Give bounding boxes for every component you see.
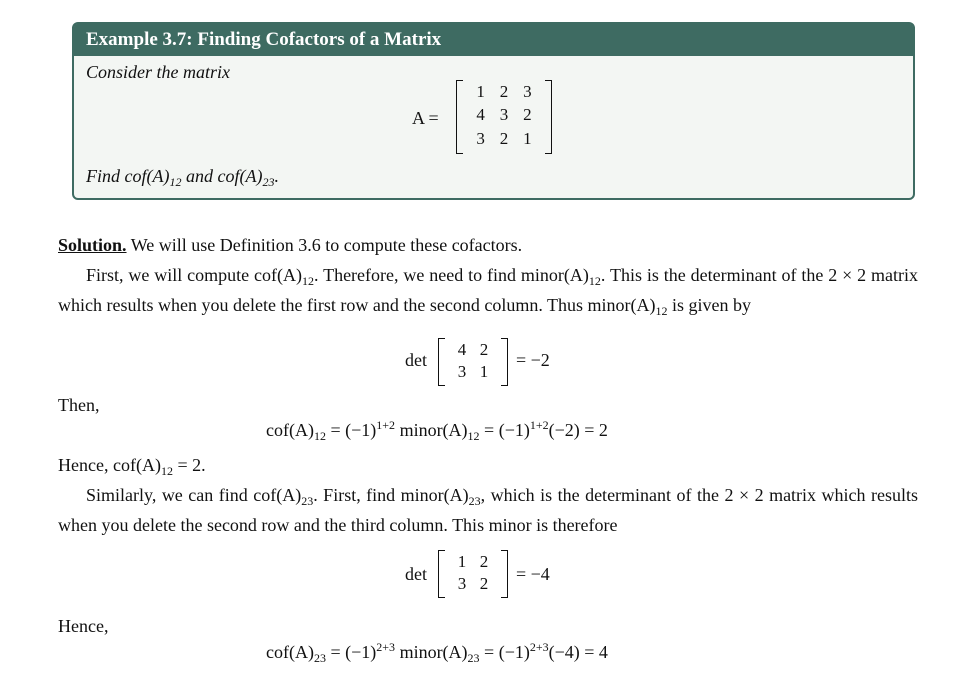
hence-1-text: Hence, $cof(A)_{12} = 2$. xyxy=(58,455,206,478)
matrix-a xyxy=(456,80,552,154)
det2-cell: 3 xyxy=(457,574,467,593)
det2-matrix xyxy=(438,550,508,598)
cofactor-23-equation: $cof(A)_{23} = (-1)^{2+3}$ $minor(A)_{23} = (-1)^{2+3}(-4) = 4$ xyxy=(266,640,608,665)
det1-matrix xyxy=(438,338,508,386)
det2-result: = −4 xyxy=(516,564,550,584)
consider-text: Consider the matrix xyxy=(86,62,230,82)
matrix-a-cell: 1 xyxy=(476,82,485,101)
matrix-a-cell: 2 xyxy=(499,128,509,148)
hence-2-label: Hence, xyxy=(58,616,109,636)
matrix-a-cell: 3 xyxy=(499,105,509,125)
det1-cell: 4 xyxy=(457,340,467,359)
paragraph-1: First, we will compute $cof(A)_{12}$. Therefore, we need to find $minor(A)_{12}$. This is the determinant of the 2 × 2 matrix which results when you delete the first row and the second column. Thus $minor(A)_{12}$ is given by xyxy=(58,265,919,318)
example-title: Example 3.7: Finding Cofactors of a Matrix xyxy=(74,24,913,56)
matrix-a-cell: 2 xyxy=(499,82,509,101)
then-label: Then, xyxy=(58,395,100,415)
paragraph-2: Similarly, we can find $cof(A)_{23}$. First, find $minor(A)_{23}$, which is the determinant of the 2 × 2 matrix which results when you delete the second row and the third column. This minor is therefore xyxy=(58,485,919,535)
matrix-a-cell: 2 xyxy=(523,105,532,125)
find-text: Find $cof(A)_{12}$ and $cof(A)_{23}$. xyxy=(86,166,279,189)
matrix-a-cell: 1 xyxy=(523,128,532,148)
det2-cell: 2 xyxy=(479,552,489,571)
cofactor-12-equation: $cof(A)_{12} = (-1)^{1+2}$ $minor(A)_{12} = (-1)^{1+2}(-2) = 2$ xyxy=(266,418,608,443)
matrix-a-cell: 3 xyxy=(476,128,485,148)
det2-cell: 1 xyxy=(457,552,467,571)
det1-result: = −2 xyxy=(516,350,550,370)
det1-cell: 3 xyxy=(457,362,467,381)
solution-label: Solution. xyxy=(58,235,127,255)
example-box xyxy=(72,22,915,200)
det2-label: det xyxy=(405,564,427,584)
det1-cell: 1 xyxy=(479,362,489,381)
solution-intro: Solution. We will use Definition 3.6 to compute these cofactors. xyxy=(58,235,523,255)
matrix-a-cell: 4 xyxy=(476,105,485,125)
det2-cell: 2 xyxy=(479,574,489,593)
det1-cell: 2 xyxy=(479,340,489,359)
det1-label: det xyxy=(405,350,427,370)
matrix-a-label: A = xyxy=(412,108,439,128)
matrix-a-cell: 3 xyxy=(523,82,532,101)
